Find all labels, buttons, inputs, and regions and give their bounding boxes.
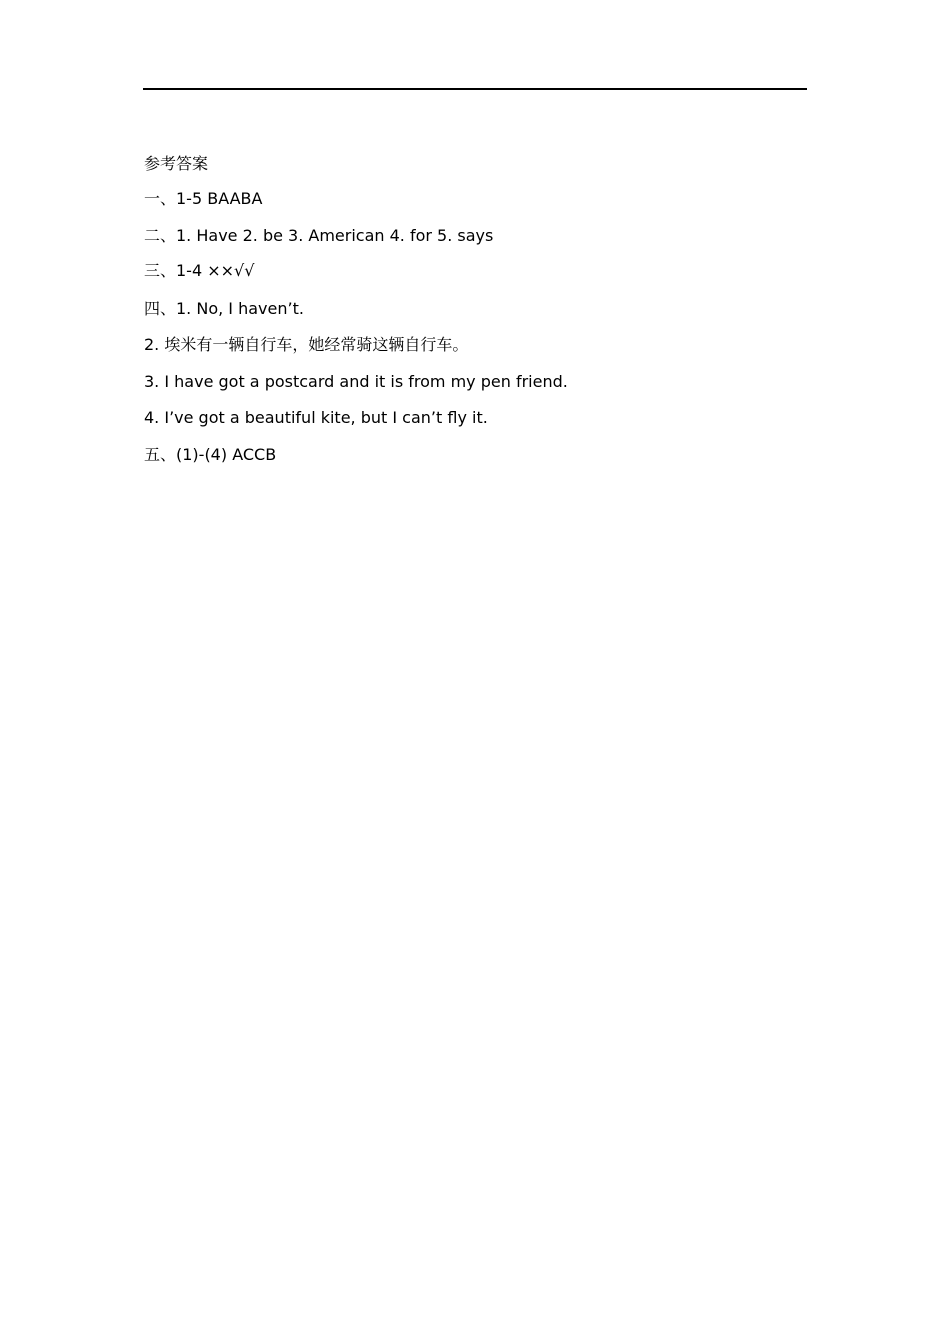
answer-section-1: 一、1-5 BAABA	[144, 189, 263, 208]
answer-section-4-item-4: 4. I’ve got a beautiful kite, but I can’t fly it.	[144, 408, 488, 427]
answer-section-5: 五、(1)-(4) ACCB	[144, 445, 277, 464]
header-rule	[143, 88, 807, 90]
answer-key-heading: 参考答案	[144, 154, 209, 173]
answer-section-2: 二、1. Have 2. be 3. American 4. for 5. says	[144, 226, 494, 245]
answer-section-3: 三、1-4 ××√√	[144, 261, 255, 280]
answer-section-4-item-1: 四、1. No, I haven’t.	[144, 299, 304, 318]
answer-section-4-item-3: 3. I have got a postcard and it is from my pen friend.	[144, 372, 568, 391]
answer-section-4-item-2: 2. 埃米有一辆自行车，她经常骑这辆自行车。	[144, 335, 469, 354]
